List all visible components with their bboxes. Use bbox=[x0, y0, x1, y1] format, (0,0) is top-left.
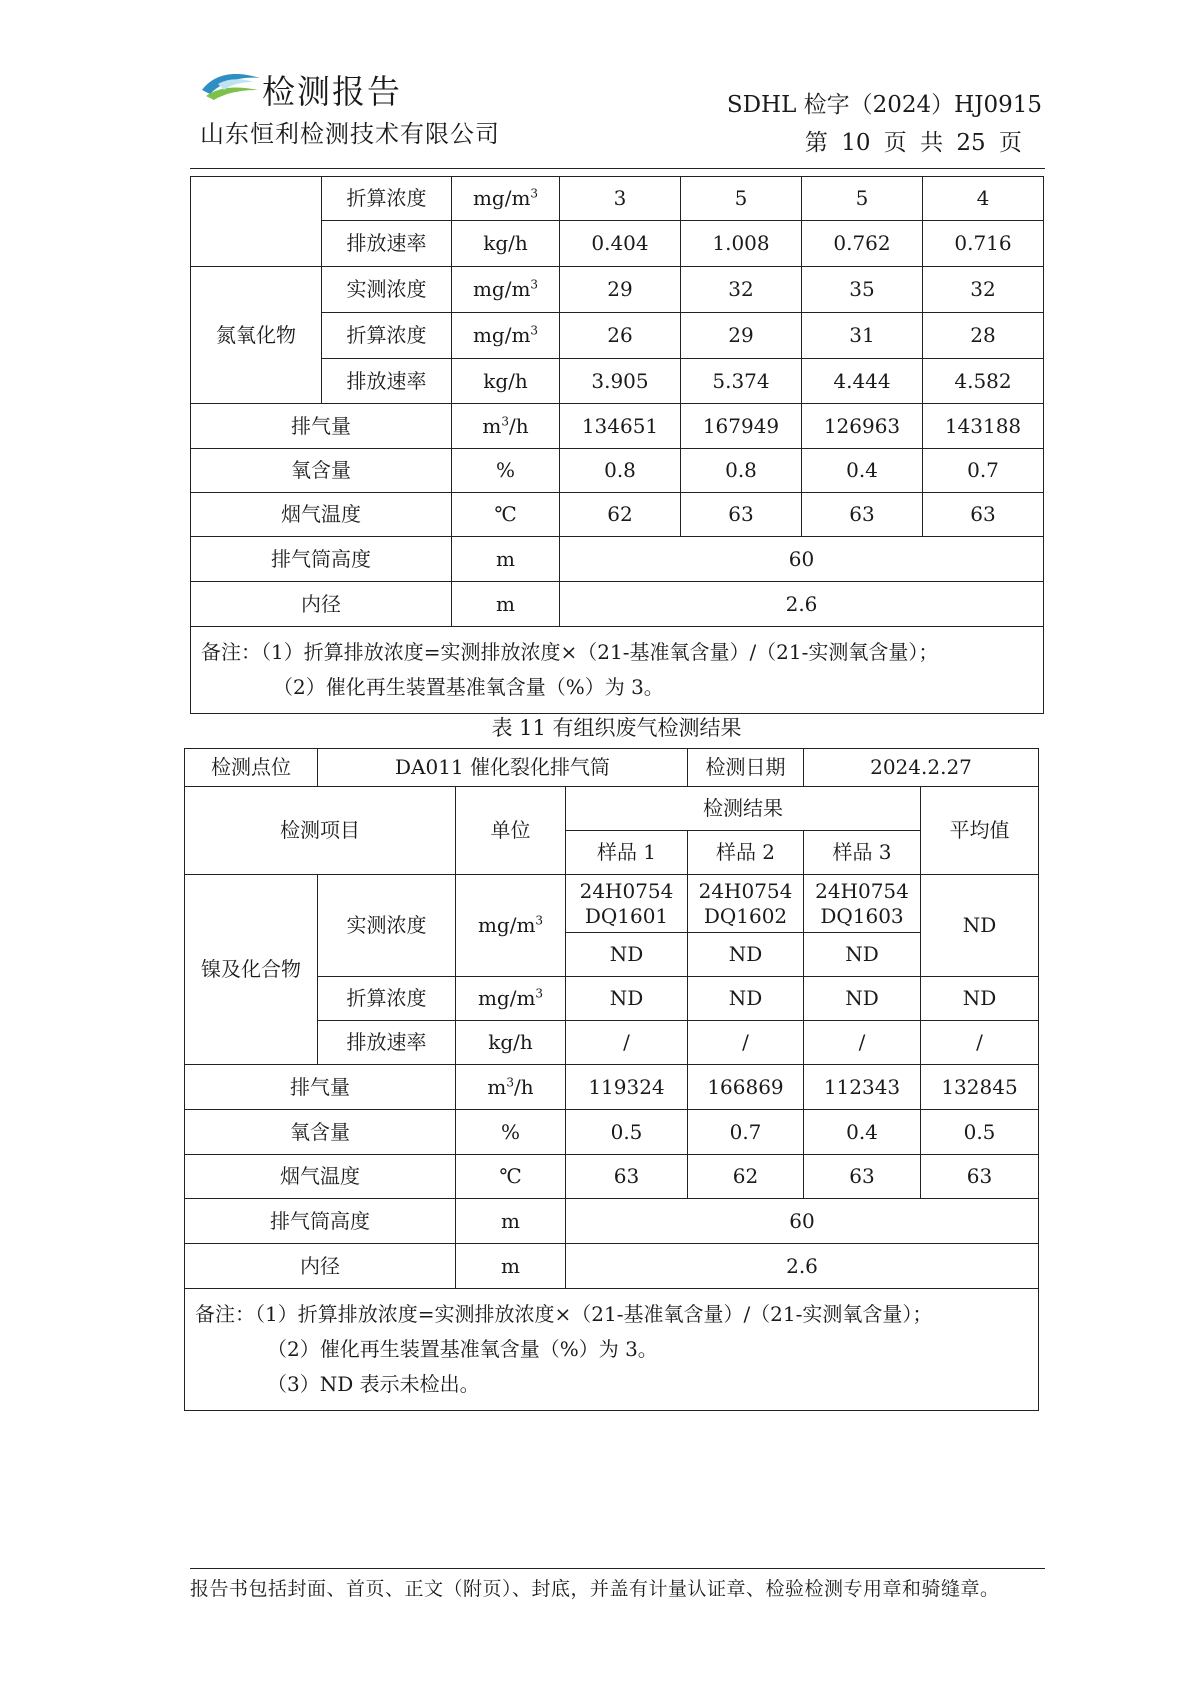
param-cell: 排放速率 bbox=[322, 359, 452, 404]
table-row bbox=[185, 1110, 1039, 1155]
sample-id-cell: 24H0754 DQ1603 bbox=[804, 875, 921, 933]
value-cell: 134651 bbox=[560, 404, 681, 449]
unit-cell: kg/h bbox=[452, 221, 560, 267]
sample-id-cell: 24H0754 DQ1601 bbox=[566, 875, 688, 933]
value-cell: 0.5 bbox=[921, 1110, 1039, 1155]
unit-cell: m bbox=[456, 1244, 566, 1289]
notes-cell bbox=[185, 1289, 1039, 1411]
param-cell: 折算浓度 bbox=[322, 177, 452, 221]
value-cell: ND bbox=[566, 977, 688, 1021]
item-header: 检测项目 bbox=[185, 787, 456, 875]
value-cell: 5 bbox=[681, 177, 802, 221]
value-cell: ND bbox=[804, 977, 921, 1021]
table-row bbox=[191, 449, 1044, 493]
table-caption: 表 11 有组织废气检测结果 bbox=[491, 716, 742, 740]
row-label: 烟气温度 bbox=[185, 1155, 456, 1199]
unit-cell: $mg/m^3$ bbox=[456, 875, 566, 977]
value-cell: 119324 bbox=[566, 1065, 688, 1110]
value-cell: 0.7 bbox=[923, 449, 1044, 493]
param-cell: 实测浓度 bbox=[318, 875, 456, 977]
value-cell: ND bbox=[566, 933, 688, 977]
footer-statement: 报告书包括封面、首页、正文（附页）、封底，并盖有计量认证章、检验检测专用章和骑缝章。 bbox=[190, 1578, 1000, 1600]
notes-row bbox=[191, 627, 1044, 714]
value-cell: 63 bbox=[923, 493, 1044, 537]
table-row bbox=[185, 787, 1039, 831]
value-cell: 0.762 bbox=[802, 221, 923, 267]
footer-divider bbox=[190, 1568, 1045, 1569]
value-cell: / bbox=[566, 1021, 688, 1065]
table-row bbox=[191, 493, 1044, 537]
sample-header: 样品 2 bbox=[688, 831, 804, 875]
value-cell: 32 bbox=[923, 267, 1044, 313]
value-cell: 167949 bbox=[681, 404, 802, 449]
row-label: 排气筒高度 bbox=[191, 537, 452, 582]
table-row bbox=[191, 177, 1044, 221]
table-row bbox=[185, 1065, 1039, 1110]
unit-cell: m bbox=[452, 582, 560, 627]
report-title: 检测报告 bbox=[262, 72, 402, 111]
sample-id-cell: 24H0754 DQ1602 bbox=[688, 875, 804, 933]
value-cell: 63 bbox=[802, 493, 923, 537]
value-cell: 31 bbox=[802, 313, 923, 359]
value-cell: 0.5 bbox=[566, 1110, 688, 1155]
row-label: 排气量 bbox=[185, 1065, 456, 1110]
value-cell: 0.4 bbox=[802, 449, 923, 493]
company-name: 山东恒利检测技术有限公司 bbox=[200, 120, 500, 148]
value-cell: 5 bbox=[802, 177, 923, 221]
note-item: （1）折算排放浓度=实测排放浓度×（21-基准氧含量）/（21-实测氧含量）； bbox=[255, 1302, 933, 1326]
note-item: （1）折算排放浓度=实测排放浓度×（21-基准氧含量）/（21-实测氧含量）； bbox=[261, 640, 939, 664]
value-cell: / bbox=[921, 1021, 1039, 1065]
results-table-11 bbox=[184, 748, 1039, 1411]
value-cell: 35 bbox=[802, 267, 923, 313]
row-label: 内径 bbox=[191, 582, 452, 627]
table-row bbox=[185, 1199, 1039, 1244]
point-label: 检测点位 bbox=[185, 749, 318, 787]
average-cell: ND bbox=[921, 875, 1039, 977]
result-header: 检测结果 bbox=[566, 787, 921, 831]
value-cell: 60 bbox=[560, 537, 1044, 582]
value-cell: 63 bbox=[804, 1155, 921, 1199]
row-label: 排气筒高度 bbox=[185, 1199, 456, 1244]
value-cell: 26 bbox=[560, 313, 681, 359]
value-cell: 0.7 bbox=[688, 1110, 804, 1155]
point-value: DA011 催化裂化排气筒 bbox=[318, 749, 688, 787]
value-cell: 62 bbox=[560, 493, 681, 537]
value-cell: 32 bbox=[681, 267, 802, 313]
row-label: 内径 bbox=[185, 1244, 456, 1289]
table-row bbox=[191, 582, 1044, 627]
table-row bbox=[191, 267, 1044, 313]
sample-header: 样品 1 bbox=[566, 831, 688, 875]
unit-cell: ℃ bbox=[456, 1155, 566, 1199]
notes-label: 备注： bbox=[201, 640, 261, 664]
row-label: 氧含量 bbox=[191, 449, 452, 493]
results-table-continued bbox=[190, 176, 1044, 714]
value-cell: 132845 bbox=[921, 1065, 1039, 1110]
value-cell: 3.905 bbox=[560, 359, 681, 404]
value-cell: 4 bbox=[923, 177, 1044, 221]
unit-cell: kg/h bbox=[452, 359, 560, 404]
notes-label: 备注： bbox=[195, 1302, 255, 1326]
unit-cell: % bbox=[452, 449, 560, 493]
page-indicator: 第 10 页 共 25 页 bbox=[804, 130, 1022, 156]
value-cell: 112343 bbox=[804, 1065, 921, 1110]
value-cell: 143188 bbox=[923, 404, 1044, 449]
unit-cell: $m^3/h$ bbox=[452, 404, 560, 449]
value-cell: 0.404 bbox=[560, 221, 681, 267]
value-cell: 0.716 bbox=[923, 221, 1044, 267]
value-cell: 62 bbox=[688, 1155, 804, 1199]
row-label: 排气量 bbox=[191, 404, 452, 449]
value-cell: 166869 bbox=[688, 1065, 804, 1110]
average-header: 平均值 bbox=[921, 787, 1039, 875]
value-cell: 0.4 bbox=[804, 1110, 921, 1155]
note-item: （3）ND 表示未检出。 bbox=[267, 1372, 480, 1396]
value-cell: 2.6 bbox=[566, 1244, 1039, 1289]
value-cell: 29 bbox=[560, 267, 681, 313]
table-row bbox=[191, 537, 1044, 582]
row-label: 烟气温度 bbox=[191, 493, 452, 537]
notes-cell bbox=[191, 627, 1044, 714]
unit-cell: $mg/m^3$ bbox=[452, 177, 560, 221]
header-divider bbox=[190, 168, 1045, 169]
param-cell: 折算浓度 bbox=[318, 977, 456, 1021]
pollutant-label: 氮氧化物 bbox=[191, 267, 322, 404]
table-row bbox=[185, 875, 1039, 933]
unit-cell: $mg/m^3$ bbox=[452, 313, 560, 359]
value-cell: 60 bbox=[566, 1199, 1039, 1244]
param-cell: 实测浓度 bbox=[322, 267, 452, 313]
value-cell: 4.444 bbox=[802, 359, 923, 404]
value-cell: 28 bbox=[923, 313, 1044, 359]
pollutant-label: 镍及化合物 bbox=[185, 875, 318, 1065]
unit-cell: % bbox=[456, 1110, 566, 1155]
lab-logo-icon bbox=[200, 64, 262, 104]
unit-cell: m bbox=[452, 537, 560, 582]
value-cell: 5.374 bbox=[681, 359, 802, 404]
value-cell: 63 bbox=[921, 1155, 1039, 1199]
table-row bbox=[185, 1155, 1039, 1199]
value-cell: 4.582 bbox=[923, 359, 1044, 404]
value-cell: 3 bbox=[560, 177, 681, 221]
value-cell: 2.6 bbox=[560, 582, 1044, 627]
table-row bbox=[191, 404, 1044, 449]
value-cell: 29 bbox=[681, 313, 802, 359]
value-cell: ND bbox=[688, 933, 804, 977]
param-cell: 排放速率 bbox=[318, 1021, 456, 1065]
value-cell: 0.8 bbox=[681, 449, 802, 493]
param-cell: 排放速率 bbox=[322, 221, 452, 267]
value-cell: 1.008 bbox=[681, 221, 802, 267]
value-cell: ND bbox=[688, 977, 804, 1021]
unit-cell: kg/h bbox=[456, 1021, 566, 1065]
unit-cell: ℃ bbox=[452, 493, 560, 537]
report-number: SDHL 检字（2024）HJ0915 bbox=[726, 92, 1042, 118]
unit-cell: m bbox=[456, 1199, 566, 1244]
note-item: （2）催化再生装置基准氧含量（%）为 3。 bbox=[267, 1337, 658, 1361]
unit-cell: $mg/m^3$ bbox=[456, 977, 566, 1021]
table-row bbox=[185, 749, 1039, 787]
unit-cell: $mg/m^3$ bbox=[452, 267, 560, 313]
sample-header: 样品 3 bbox=[804, 831, 921, 875]
value-cell: 63 bbox=[566, 1155, 688, 1199]
value-cell: ND bbox=[921, 977, 1039, 1021]
unit-header: 单位 bbox=[456, 787, 566, 875]
param-cell: 折算浓度 bbox=[322, 313, 452, 359]
note-item: （2）催化再生装置基准氧含量（%）为 3。 bbox=[273, 675, 664, 699]
value-cell: 126963 bbox=[802, 404, 923, 449]
value-cell: 63 bbox=[681, 493, 802, 537]
date-value: 2024.2.27 bbox=[804, 749, 1039, 787]
unit-cell: $m^3/h$ bbox=[456, 1065, 566, 1110]
pollutant-cell-continued bbox=[191, 177, 322, 267]
date-label: 检测日期 bbox=[688, 749, 804, 787]
value-cell: ND bbox=[804, 933, 921, 977]
value-cell: / bbox=[688, 1021, 804, 1065]
row-label: 氧含量 bbox=[185, 1110, 456, 1155]
table-row bbox=[185, 1244, 1039, 1289]
value-cell: / bbox=[804, 1021, 921, 1065]
notes-row bbox=[185, 1289, 1039, 1411]
value-cell: 0.8 bbox=[560, 449, 681, 493]
